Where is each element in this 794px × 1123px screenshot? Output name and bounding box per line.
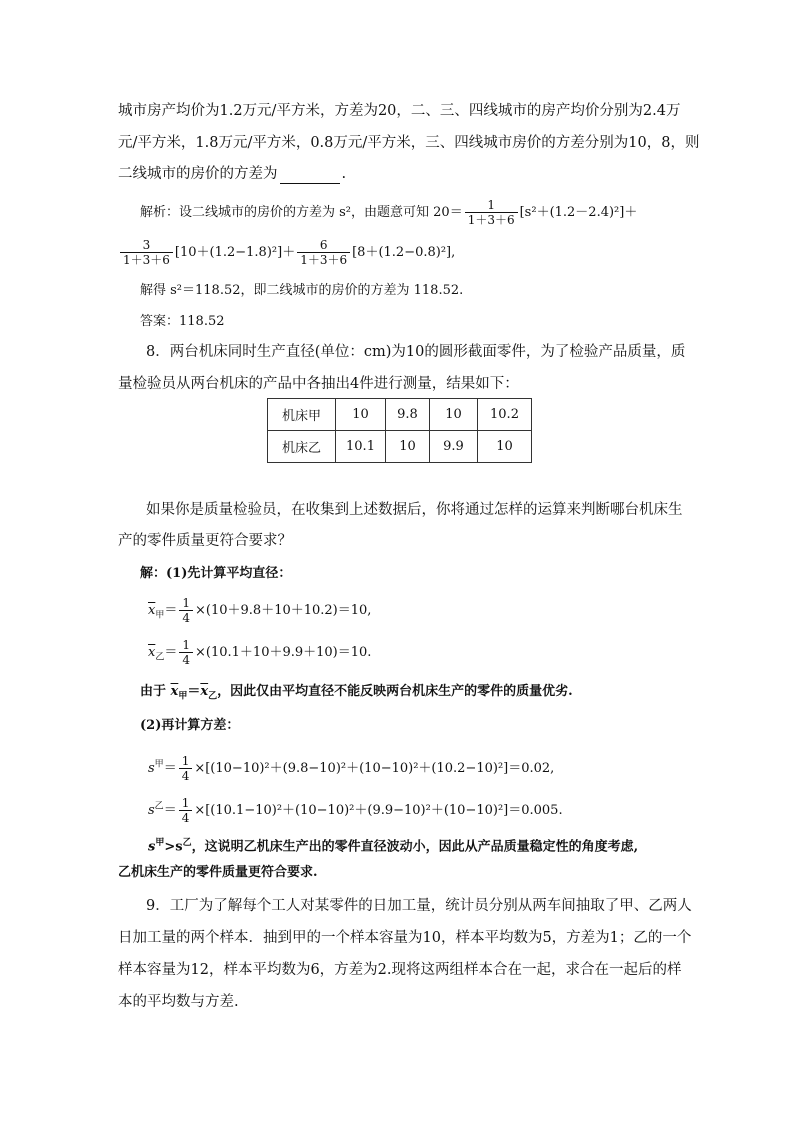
comparison-line (140, 682, 573, 707)
q7-line-1: 城市房产均价为1.2万元/平方米，方差为20，二、三、四线城市的房产均价分别为2.4万 (118, 103, 681, 119)
variance-superscript: 甲 (155, 838, 165, 848)
fraction-den: 4 (179, 768, 193, 783)
mean-subscript: 甲 (155, 610, 165, 621)
solution7-post: [s²＋(1.2－2.4)²]＋ (519, 205, 638, 220)
equals-sign: ＝ (164, 645, 178, 660)
mean-yi (148, 638, 371, 668)
conclusion-line-2: 乙机床生产的零件质量更符合要求. (118, 865, 318, 880)
variance-jia (148, 754, 554, 783)
q9-line-1: 9．工厂为了解每个工人对某零件的日加工量，统计员分别从两车间抽取了甲、乙两人 (146, 898, 692, 914)
q8-line-4: 产的零件质量更符合要求？ (118, 533, 292, 549)
greater-than: >s (164, 839, 183, 855)
variance-symbol: s (148, 803, 155, 818)
fraction-1-den: 1＋3＋6 (465, 212, 518, 227)
equals-sign: ＝ (163, 761, 177, 776)
solution7-result: 解得 s²＝118.52，即二线城市的房价的方差为 118.52. (140, 283, 464, 298)
fraction-den: 4 (179, 810, 193, 825)
mean-symbol: $\overline{x}$ (200, 684, 209, 699)
mean-expression: ×(10＋9.8＋10＋10.2)＝10, (195, 603, 372, 618)
equals-sign: ＝ (164, 603, 178, 618)
q8-line-3: 如果你是质量检验员，在收集到上述数据后，你将通过怎样的运算来判断哪台机床生 (146, 502, 683, 518)
solution7-answer: 答案：118.52 (140, 314, 225, 329)
table-cell: 10 (386, 431, 430, 463)
variance-expression: ×[(10.1−10)²＋(10−10)²＋(9.9−10)²＋(10−10)²]＝0.005. (194, 803, 563, 818)
table-cell: 10 (336, 399, 386, 431)
answer-blank (280, 169, 340, 184)
variance-superscript: 乙 (182, 838, 192, 848)
q8-line-1: 8．两台机床同时生产直径(单位：cm)为10的圆形截面零件，为了检验产品质量，质 (146, 344, 686, 360)
fraction-2-num: 3 (142, 238, 151, 252)
fraction-1 (465, 198, 518, 227)
mean-symbol: $\overline{x}$ (170, 684, 179, 699)
solution7-mid: [10＋(1.2−1.8)²]＋ (174, 245, 296, 260)
mean-jia (148, 596, 371, 626)
fraction-3-den: 1＋3＋6 (297, 252, 350, 267)
fraction-quarter (179, 596, 193, 625)
compare-pre: 由于 (140, 684, 167, 699)
fraction-3 (297, 238, 350, 267)
fraction-num: 1 (181, 796, 190, 810)
table-cell: 9.8 (386, 399, 430, 431)
solution7-line-2 (118, 238, 455, 267)
fraction-2 (120, 238, 173, 267)
table-row (268, 399, 532, 431)
solution7-pre: 解析：设二线城市的房价的方差为 s²，由题意可知 20＝ (140, 205, 463, 220)
mean-subscript: 乙 (155, 652, 165, 663)
equals-sign: ＝ (163, 803, 177, 818)
fraction-3-num: 6 (319, 238, 328, 252)
solution7-end: [8＋(1.2−0.8)²], (352, 245, 456, 260)
q9-line-2: 日加工量的两个样本．抽到甲的一个样本容量为10，样本平均数为5，方差为1；乙的一个 (118, 930, 692, 946)
fraction-num: 1 (182, 638, 191, 652)
mean-symbol: $\overline{x}$ (148, 645, 156, 660)
mean-subscript: 甲 (178, 691, 188, 702)
mean-subscript: 乙 (208, 691, 218, 702)
fraction-num: 1 (182, 596, 191, 610)
q7-line-2: 元/平方米，1.8万元/平方米，0.8万元/平方米，三、四线城市房价的方差分别为10，8，则 (118, 135, 700, 151)
fraction-quarter (179, 638, 193, 667)
variance-superscript: 甲 (154, 759, 164, 770)
measurement-table (267, 398, 532, 463)
q9-line-4: 本的平均数与方差. (118, 994, 239, 1010)
table-cell: 10 (478, 431, 532, 463)
solution7-line-1 (140, 198, 637, 227)
fraction-quarter (179, 754, 193, 783)
mean-symbol: $\overline{x}$ (148, 603, 156, 618)
table-cell: 10 (430, 399, 478, 431)
variance-expression: ×[(10−10)²＋(9.8−10)²＋(10−10)²＋(10.2−10)²]＝0.02, (194, 761, 555, 776)
solution8-step-1: 解：(1)先计算平均直径： (140, 566, 292, 581)
mean-expression: ×(10.1＋10＋9.9＋10)＝10. (195, 645, 372, 660)
table-cell-label: 机床乙 (268, 431, 336, 463)
fraction-num: 1 (181, 754, 190, 768)
q8-line-2: 量检验员从两台机床的产品中各抽出4件进行测量，结果如下： (118, 376, 519, 392)
table-cell-label: 机床甲 (268, 399, 336, 431)
conclusion-text: ，这说明乙机床生产出的零件直径波动小，因此从产品质量稳定性的角度考虑, (191, 839, 639, 855)
table-cell: 10.1 (336, 431, 386, 463)
variance-symbol: s (148, 839, 156, 855)
q7-line-3-end: . (341, 166, 347, 182)
q7-line-3 (118, 164, 346, 184)
fraction-den: 4 (179, 652, 193, 667)
fraction-2-den: 1＋3＋6 (120, 252, 173, 267)
table-cell: 9.9 (430, 431, 478, 463)
table-cell: 10.2 (478, 399, 532, 431)
fraction-den: 4 (179, 610, 193, 625)
solution8-step-2: (2)再计算方差： (140, 718, 240, 733)
variance-symbol: s (148, 761, 155, 776)
equals-sign: ＝ (187, 684, 201, 699)
variance-superscript: 乙 (154, 801, 164, 812)
fraction-1-num: 1 (487, 198, 495, 212)
variance-yi (148, 796, 563, 825)
q7-line-3-text: 二线城市的房价的方差为 (118, 166, 278, 182)
fraction-quarter (179, 796, 193, 825)
q9-line-3: 样本容量为12，样本平均数为6，方差为2.现将这两组样本合在一起，求合在一起后的样 (118, 962, 682, 978)
compare-post: ，因此仅由平均直径不能反映两台机床生产的零件的质量优劣. (217, 684, 573, 699)
table-row (268, 431, 532, 463)
conclusion-line-1 (148, 833, 638, 857)
